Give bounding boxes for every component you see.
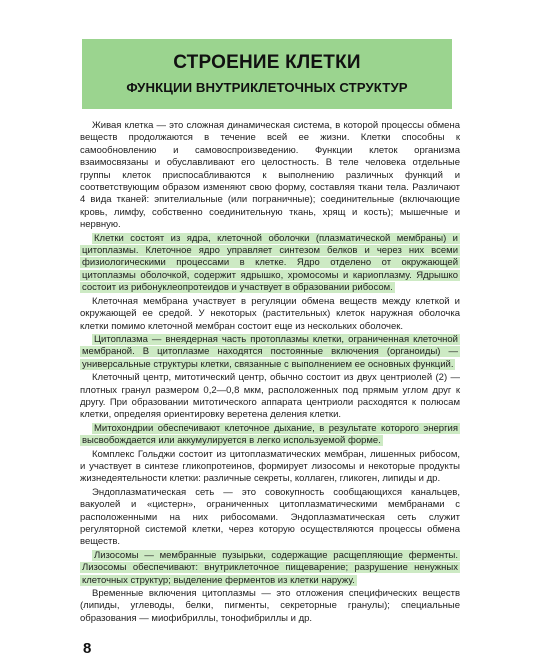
highlighted-text: Лизосомы — мембранные пузырьки, содержащие расщепляющие ферменты. Лизосомы обеспечивают: внутриклеточное пищеварение; разрушение ненужных клеточных структур; выделение ферментов из клетки наружу. <box>82 549 458 586</box>
title-banner <box>82 39 452 109</box>
paragraph <box>80 449 460 486</box>
page-subtitle: ФУНКЦИИ ВНУТРИКЛЕТОЧНЫХ СТРУКТУР <box>126 80 408 95</box>
paragraph <box>80 372 460 422</box>
highlighted-text: Митохондрии обеспечивают клеточное дыхание, в результате которого энергия высвобождается или аккумулируется в легко используемой форме. <box>82 422 458 447</box>
paragraph-text: Живая клетка — это сложная динамическая система, в которой процессы обмена веществ продолжаются в течение всей ее жизни. Клетки способны к самообновлению и самовоспроизведению. Функции клеток организма взаимосвязаны и обуславливают его целостность. В теле человека отдельные группы клеток приспосабливаются к выполнению различных функций и соответствующим образом изменяют свою форму, составляя ткани тела. Различают 4 вида тканей: эпителиальные (или пограничные); соединительные (включающие кровь, лимфу, собственно соединительную ткань, хрящ и кость); мышечные и нервную. <box>80 120 460 231</box>
body-text <box>80 120 460 626</box>
paragraph-text: Клеточная мембрана участвует в регуляции обмена веществ между клеткой и окружающей ее средой. У некоторых (растительных) клеток наружная оболочка клетки помимо клеточной мембран состоит еще из нескольких оболочек. <box>80 295 460 332</box>
paragraph-text: Комплекс Гольджи состоит из цитоплазматических мембран, лишенных рибосом, и участвует в синтезе гликопротеинов, формирует лизосомы и некоторые продукты жизнедеятельности клетки: различные секреты, коллаген, гликоген, липиды и др. <box>80 448 460 485</box>
paragraph-text: Клеточный центр, митотический центр, обычно состоит из двух центриолей (2) — плотных гранул размером 0,2—0,8 мкм, расположенных под прямым углом друг к другу. При образовании митотического аппарата центриоли расходятся к полюсам клетки, определяя ориентировку веретена деления клетки. <box>80 372 460 421</box>
paragraph <box>80 550 460 587</box>
paragraph <box>80 233 460 295</box>
paragraph <box>80 423 460 448</box>
highlighted-text: Цитоплазма — внеядерная часть протоплазмы клетки, ограниченная клеточной мембраной. В цитоплазме находятся постоянные включения (органоиды) — универсальные структуры клетки, связанные с выполнением ее основных функций. <box>82 333 458 370</box>
paragraph <box>80 120 460 232</box>
page-number: 8 <box>83 640 92 657</box>
highlighted-text: Клетки состоят из ядра, клеточной оболочки (плазматической мембраны) и цитоплазмы. Клеточное ядро управляет синтезом белков и через них всеми физиологическими процессами в клетке. Ядро отделено от окружающей цитоплазмы оболочкой, содержит ядрышко, хромосомы и кариоплазму. Ядрышко состоит из рибонуклеопротеидов и участвует в образовании рибосом. <box>82 232 458 294</box>
paragraph <box>80 296 460 333</box>
paragraph <box>80 334 460 371</box>
paragraph-text: Эндоплазматическая сеть — это совокупность сообщающихся канальцев, вакуолей и «цистерн», ограниченных цитоплазматическими мембранами с расположенными на них рибосомами. Эндоплазматическая сеть служит регуляторной системой клетки, через которую осуществляются процессы обмена веществ. <box>80 486 460 548</box>
page-title: СТРОЕНИЕ КЛЕТКИ <box>173 52 361 73</box>
paragraph-text: Временные включения цитоплазмы — это отложения специфических веществ (липиды, углеводы, белки, пигменты, секреторные гранулы); специальные образования — миофибриллы, тонофибриллы и др. <box>80 588 460 624</box>
paragraph <box>80 588 460 625</box>
paragraph <box>80 487 460 549</box>
